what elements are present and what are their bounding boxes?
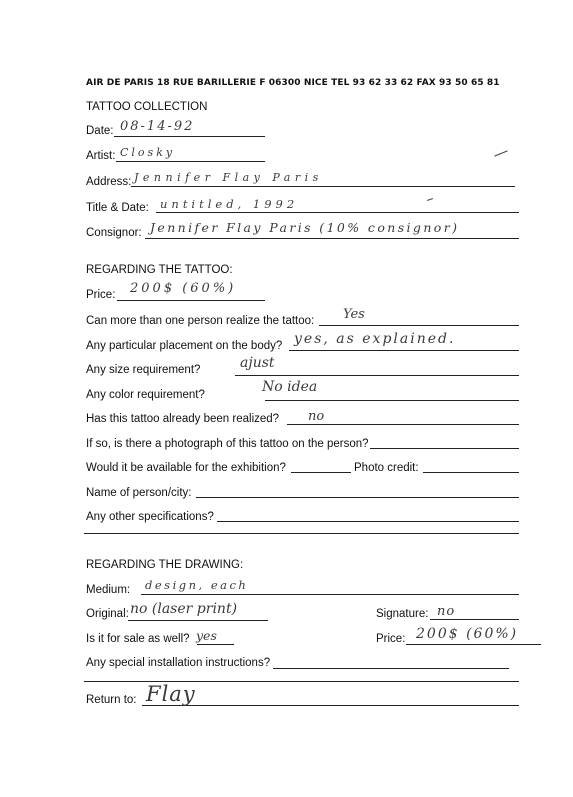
photo-credit-line: [423, 472, 519, 473]
more-than-one-label: Can more than one person realize the tattoo:: [86, 315, 315, 327]
tattoo-price-value: 200$ (60%): [130, 281, 237, 296]
tattoo-price-label: Price:: [86, 289, 116, 301]
placement-value: yes, as explained.: [294, 331, 456, 347]
consignor-label: Consignor:: [86, 227, 142, 239]
photograph-line: [370, 448, 519, 449]
color-label: Any color requirement?: [86, 389, 205, 401]
person-city-label: Name of person/city:: [86, 487, 192, 499]
tattoo-section-heading: REGARDING THE TATTOO:: [86, 264, 233, 276]
artist-line: [116, 161, 265, 162]
medium-label: Medium:: [86, 584, 131, 596]
original-value: no (laser print): [130, 601, 238, 617]
realized-label: Has this tattoo already been realized?: [86, 413, 280, 425]
drawing-price-value: 200$ (60%): [416, 626, 519, 642]
other-specs-line-2: [84, 533, 519, 534]
person-city-line: [196, 497, 519, 498]
drawing-price-line: [406, 644, 541, 645]
color-value: No idea: [262, 379, 318, 395]
drawing-section-heading: REGARDING THE DRAWING:: [86, 559, 244, 571]
more-than-one-value: Yes: [343, 307, 365, 322]
letterhead-address: AIR DE PARIS 18 RUE BARILLERIE F 06300 NICE TEL 93 62 33 62 FAX 93 50 65 81: [86, 78, 500, 88]
date-label: Date:: [86, 125, 114, 137]
address-label: Address:: [86, 176, 132, 188]
medium-line: [141, 594, 519, 595]
original-label: Original:: [86, 608, 129, 620]
signature-label: Signature:: [376, 608, 429, 620]
title-date-line: [156, 212, 519, 213]
title-date-value: untitled, 1992: [160, 197, 299, 211]
return-to-label: Return to:: [86, 694, 137, 706]
size-value: ajust: [240, 355, 275, 371]
original-line: [128, 620, 268, 621]
installation-line: [273, 668, 509, 669]
return-to-line: [142, 705, 519, 706]
medium-value: design, each: [145, 578, 249, 592]
signature-line: [430, 619, 519, 620]
tattoo-price-line: [117, 300, 265, 301]
address-value: Jennifer Flay Paris: [134, 171, 323, 184]
date-line: [114, 136, 265, 137]
artist-value: Closky: [120, 146, 176, 159]
placement-line: [289, 350, 519, 351]
for-sale-value: yes: [196, 628, 217, 643]
date-value: 08-14-92: [120, 119, 195, 134]
for-sale-line: [197, 644, 234, 645]
exhibition-label: Would it be available for the exhibition?: [86, 462, 286, 474]
form-title: TATTOO COLLECTION: [86, 101, 208, 113]
artist-label: Artist:: [86, 150, 116, 162]
title-date-label: Title & Date:: [86, 202, 149, 214]
size-line: [235, 375, 519, 376]
consignor-line: [145, 238, 519, 239]
signature-value: no: [437, 604, 456, 619]
photograph-label: If so, is there a photograph of this tattoo on the person?: [86, 438, 369, 450]
more-than-one-line: [319, 325, 519, 326]
size-label: Any size requirement?: [86, 364, 201, 376]
drawing-price-label: Price:: [376, 633, 406, 645]
pen-mark: [427, 198, 433, 201]
realized-line: [287, 424, 519, 425]
realized-value: no: [308, 409, 325, 424]
other-specs-label: Any other specifications?: [86, 511, 214, 523]
exhibition-line: [291, 472, 351, 473]
color-line: [265, 400, 519, 401]
placement-label: Any particular placement on the body?: [86, 340, 283, 352]
pen-mark: [494, 150, 507, 156]
photo-credit-label: Photo credit:: [354, 462, 419, 474]
consignor-value: Jennifer Flay Paris (10% consignor): [150, 220, 460, 235]
address-line: [131, 186, 515, 187]
for-sale-label: Is it for sale as well?: [86, 633, 190, 645]
return-to-value: Flay: [146, 682, 196, 706]
installation-label: Any special installation instructions?: [86, 657, 271, 669]
other-specs-line: [217, 521, 519, 522]
